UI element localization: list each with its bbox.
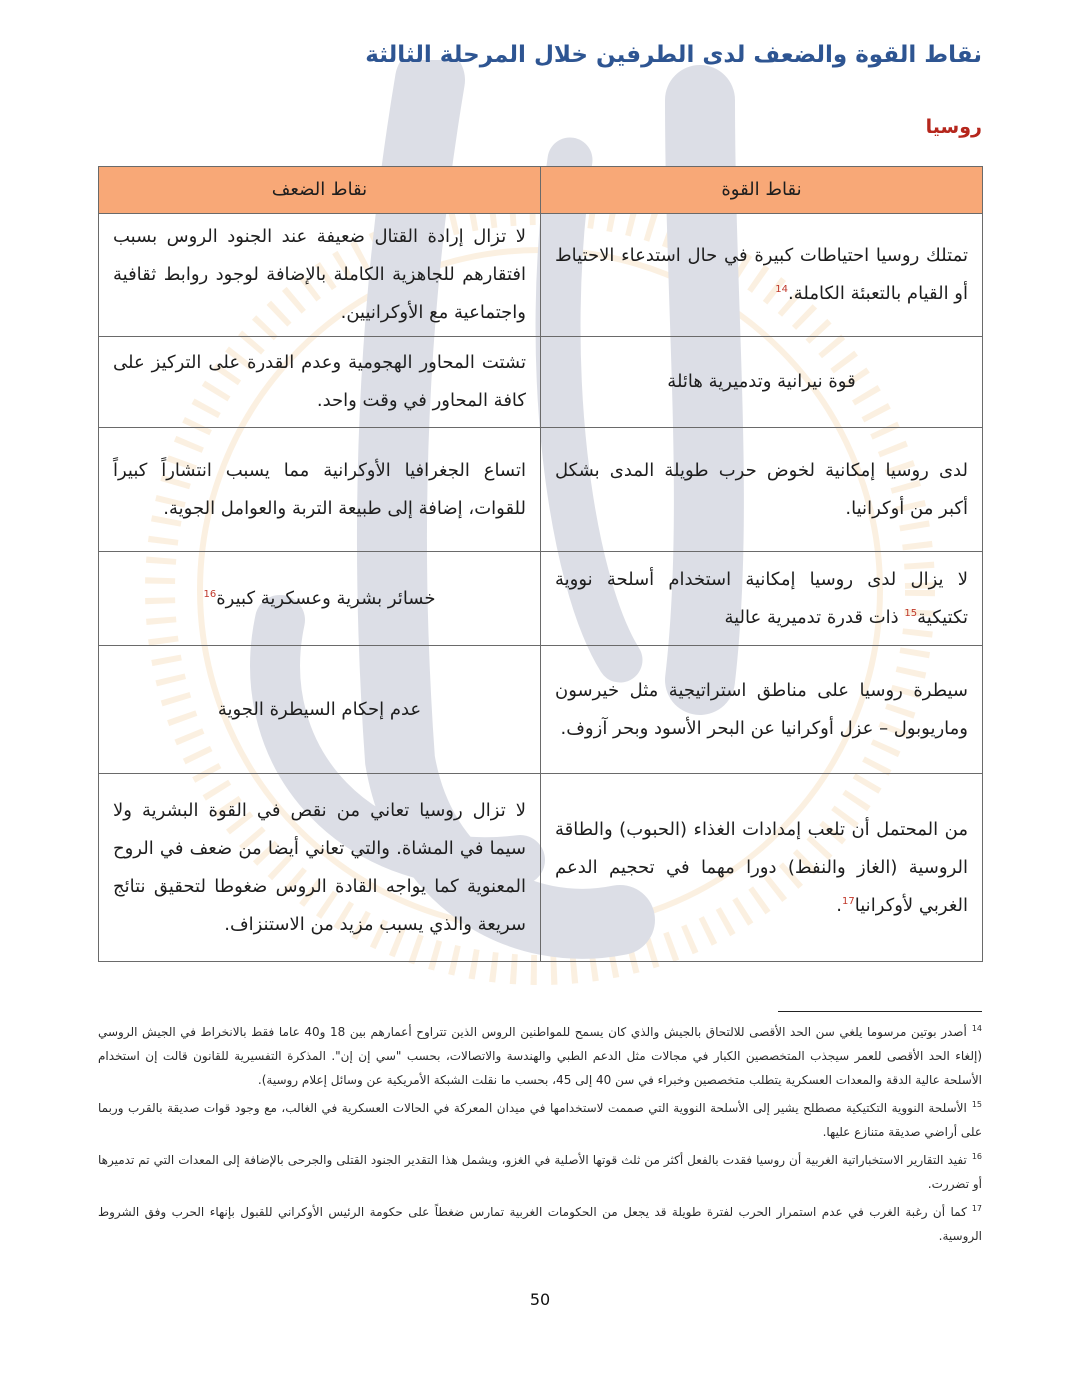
- table-row: [99, 774, 983, 962]
- table-row: [99, 337, 983, 428]
- table-row: [99, 428, 983, 552]
- header-weaknesses: نقاط الضعف: [99, 167, 541, 214]
- weakness-cell: عدم إحكام السيطرة الجوية: [99, 646, 541, 774]
- strength-cell: لدى روسيا إمكانية لخوض حرب طويلة المدى بشكل أكبر من أوكرانيا.: [541, 428, 983, 552]
- footnote-separator: [778, 1011, 982, 1012]
- footnotes: [98, 1020, 982, 1252]
- section-title: روسيا: [925, 116, 982, 138]
- weakness-cell: تشتت المحاور الهجومية وعدم القدرة على التركيز على كافة المحاور في وقت واحد.: [99, 337, 541, 428]
- footnote-ref[interactable]: 14: [775, 284, 788, 295]
- strength-cell: قوة نيرانية وتدميرية هائلة: [541, 337, 983, 428]
- footnote: $^{15}$الأسلحة النووية التكتيكية مصطلح يشير إلى الأسلحة النووية التي صممت لاستخدامها في ميدان المعركة في الحالات العسكرية في الغالب، مع وجود قوات صديقة بالقرب وربما على أراضي صديقة متنازع عليها.: [98, 1100, 982, 1139]
- weakness-cell: خسائر بشرية وعسكرية كبيرة$^{16}$: [99, 552, 541, 646]
- strength-cell: سيطرة روسيا على مناطق استراتيجية مثل خيرسون وماريوبول – عزل أوكرانيا عن البحر الأسود وبحر آزوف.: [541, 646, 983, 774]
- footnote: $^{17}$كما أن رغبة الغرب في عدم استمرار الحرب لفترة طويلة قد يجعل من الحكومات الغربية تمارس ضغطاً على حكومة الرئيس الأوكراني للقبول بإنهاء الحرب وفق الشروط الروسية.: [98, 1204, 982, 1243]
- header-strengths: نقاط القوة: [541, 167, 983, 214]
- table-header-row: [99, 167, 983, 214]
- footnote-ref[interactable]: 16: [203, 588, 217, 600]
- document-title: نقاط القوة والضعف لدى الطرفين خلال المرحلة الثالثة: [365, 42, 982, 68]
- table-row: [99, 552, 983, 646]
- footnote-ref[interactable]: 17: [842, 895, 855, 907]
- table-row: [99, 214, 983, 337]
- footnote: $^{14}$أصدر بوتين مرسوما يلغي سن الحد الأقصى للالتحاق بالجيش والذي كان يسمح للمواطنين الروس الذين تتراوح أعمارهم بين 18 و40 عاما فقط بالانخراط في الجيش الروسي (إلغاء الحد الأقصى للعمر سيجذب المتخصصين الكبار في مجالات مثل الدعم الطبي والهندسة والاتصالات، بحسب "سي إن إن". المذكرة التفسيرية للقانون قالت إن استخدام الأسلحة عالية الدقة والمعدات العسكرية يتطلب متخصصين وخبراء في سن 40 إلى 45، بحسب ما نقلت الشبكة الأمريكية عن وسائل إعلام روسية).: [98, 1024, 982, 1087]
- weakness-cell: لا تزال إرادة القتال ضعيفة عند الجنود الروس بسبب افتقارهم للجاهزية الكاملة بالإضافة لوجود روابط ثقافية واجتماعية مع الأوكرانيين.: [99, 214, 541, 337]
- weakness-cell: لا تزال روسيا تعاني من نقص في القوة البشرية ولا سيما في المشاة. والتي تعاني أيضا من ضعف في الروح المعنوية كما يواجه القادة الروس ضغوطا لتحقيق نتائج سريعة والذي يسبب مزيد من الاستنزاف.: [99, 774, 541, 962]
- page-number: 50: [529, 1290, 551, 1309]
- strength-cell: من المحتمل أن تلعب إمدادات الغذاء (الحبوب) والطاقة الروسية (الغاز والنفط) دورا مهما في تحجيم الدعم الغربي لأوكرانيا$^{17}$.: [541, 774, 983, 962]
- strength-cell: لا يزال لدى روسيا إمكانية استخدام أسلحة نووية تكتيكية$^{15}$ ذات قدرة تدميرية عالية: [541, 552, 983, 646]
- footnote-ref[interactable]: 15: [904, 607, 918, 619]
- footnote: $^{16}$تفيد التقارير الاستخباراتية الغربية أن روسيا فقدت بالفعل أكثر من ثلث قوتها الأصلية في الغزو، ويشمل هذا التقدير الجنود القتلى والجرحى بالإضافة إلى المعدات التي تم تدميرها أو تضررت.: [98, 1152, 982, 1191]
- table-row: [99, 646, 983, 774]
- weakness-cell: اتساع الجغرافيا الأوكرانية مما يسبب انتشاراً كبيراً للقوات، إضافة إلى طبيعة التربة والعوامل الجوية.: [99, 428, 541, 552]
- strengths-weaknesses-table: [98, 166, 983, 962]
- strength-cell: تمتلك روسيا احتياطات كبيرة في حال استدعاء الاحتياط أو القيام بالتعبئة الكاملة.$^{14}$: [541, 214, 983, 337]
